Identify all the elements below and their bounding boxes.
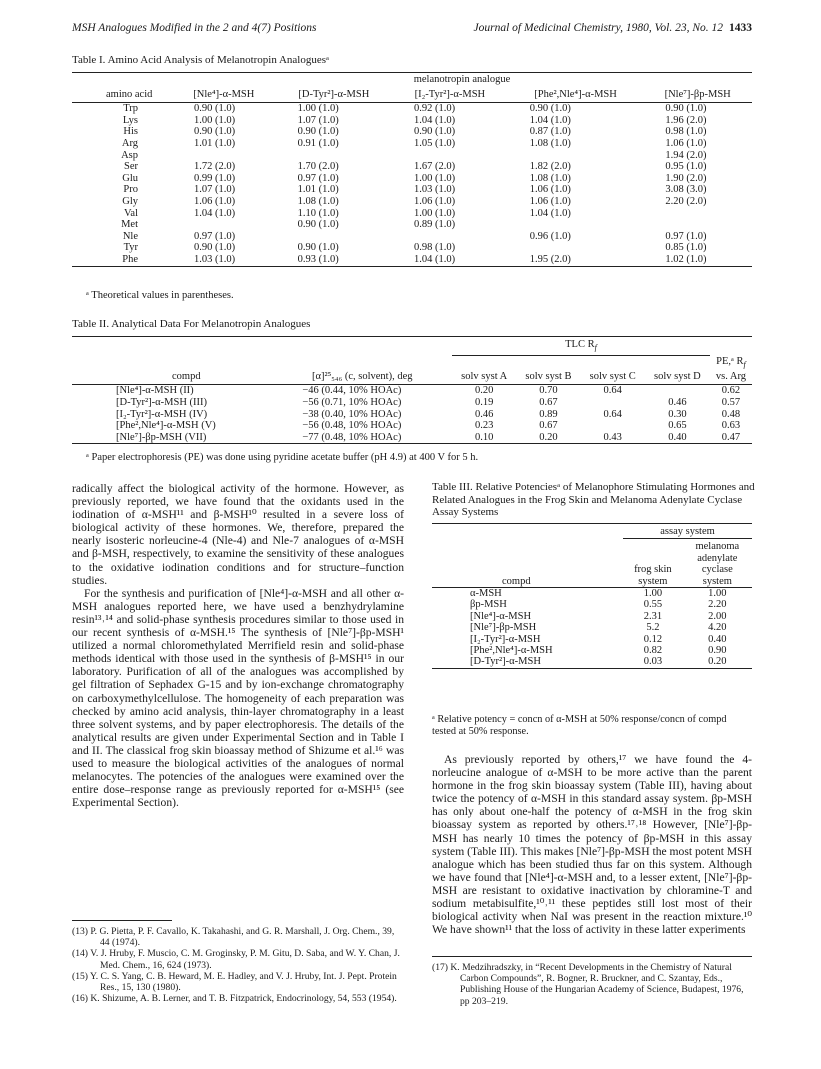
table1-row: [72, 254, 752, 266]
amino-acid-value: 1.04 (1.0): [194, 207, 236, 219]
rf-value: 0.70: [539, 385, 558, 397]
table1-row: [72, 115, 752, 127]
amino-acid-value: [392, 231, 508, 243]
table2-tlc-sub: f: [594, 343, 597, 353]
rf-value: 0.67: [539, 397, 558, 409]
reference-item: (14) V. J. Hruby, F. Muscio, C. M. Groginsky, P. M. Gitu, D. Saba, and W. Y. Chan, J. Med. Chem., 16, 624 (1973).: [72, 948, 400, 971]
table1-row: [72, 173, 752, 185]
amino-acid-value: 1.08 (1.0): [297, 195, 339, 207]
amino-acid-value: 1.04 (1.0): [529, 207, 571, 219]
table1-footnote: ᵃ Theoretical values in parentheses.: [86, 290, 234, 301]
amino-acid-value: 0.90 (1.0): [297, 242, 339, 254]
table2-row: [72, 420, 752, 432]
compound-name: [Nle⁷]-βp-MSH: [470, 622, 537, 634]
solv-a-label: solv syst A: [461, 370, 508, 382]
reference-item: (16) K. Shizume, A. B. Lerner, and T. B. Fitzpatrick, Endocrinology, 54, 553 (1954).: [72, 993, 397, 1005]
reference-item: (13) P. G. Pietta, P. F. Cavallo, K. Takahashi, and G. R. Marshall, J. Org. Chem., 39, 44 (1974).: [72, 926, 395, 949]
potency-value: 2.00: [708, 610, 727, 622]
potency-value: 0.90: [708, 645, 727, 657]
amino-acid-value: 1.01 (1.0): [194, 137, 236, 149]
rf-value: [645, 385, 710, 397]
amino-acid-value: 1.00 (1.0): [414, 207, 456, 219]
mel-line1: melanoma: [695, 541, 740, 553]
solv-d-label: solv syst D: [654, 370, 701, 382]
amino-acid-value: 1.67 (2.0): [414, 161, 456, 173]
rf-value: 0.64: [603, 408, 622, 420]
table3-row: [432, 622, 752, 633]
table2-row: [72, 409, 752, 421]
table1-group-header: melanotropin analogue: [413, 74, 511, 85]
amino-acid-name: Trp: [123, 103, 138, 115]
table1-row: [72, 219, 752, 231]
page-number: 1433: [729, 22, 752, 34]
amino-acid-value: 0.97 (1.0): [194, 230, 236, 242]
table1-row: [72, 126, 752, 138]
refs-divider-right: [432, 956, 752, 957]
amino-acid-value: 1.00 (1.0): [414, 172, 456, 184]
table3-body: [432, 588, 752, 669]
compound-name: [Phe²,Nle⁴]-α-MSH (V): [116, 420, 216, 432]
amino-acid-value: 1.02 (1.0): [665, 253, 707, 265]
table3-row: [432, 645, 752, 656]
amino-acid-name: Met: [121, 219, 138, 231]
amino-acid-value: [508, 219, 644, 231]
amino-acid-value: [172, 150, 276, 162]
amino-acid-value: 0.98 (1.0): [665, 126, 707, 138]
rotation-value: −56 (0.48, 10% HOAc): [302, 420, 402, 432]
amino-acid-value: [643, 208, 752, 220]
rf-value: 0.43: [603, 431, 622, 443]
potency-value: 5.2: [646, 622, 660, 634]
rf-value: 0.40: [668, 431, 687, 443]
reference-item: (15) Y. C. S. Yang, C. B. Heward, M. E. Hadley, and V. J. Hruby, Int. J. Pept. Protein Res., 15, 130 (1980).: [72, 970, 397, 994]
solv-b-label: solv syst B: [525, 370, 572, 382]
paragraph-1: radically affect the biological activity of the hormone. However, as previously reported, we have found that the oxidants used in the iodination of α-MSH¹¹ and β-MSH¹⁰ resulted in a severe loss of biological activity of these hormones. We, therefore, prepared the nearly isosteric norleucine-4 (Nle-4) and Nle-7 analogues of α-MSH and β-MSH, respectively, to examine the sensitivity of these analogues to the oxidative iodination conditions and for structure–function studies.: [72, 482, 404, 587]
compound-name: [Nle⁷]-βp-MSH (VII): [116, 431, 207, 443]
amino-acid-value: 3.08 (3.0): [665, 184, 707, 196]
rf-value: 0.89: [539, 408, 558, 420]
amino-acid-value: [276, 150, 392, 162]
amino-acid-value: 1.94 (2.0): [665, 149, 707, 161]
mel-line3: cyclase: [701, 564, 733, 576]
table3-row: [432, 611, 752, 622]
rf-value: 0.10: [475, 431, 494, 443]
table2: [72, 336, 752, 444]
pe-label: PE,ᵃ R: [716, 356, 744, 368]
amino-acid-name: Lys: [122, 114, 138, 126]
amino-acid-value: [643, 219, 752, 231]
references-right: [432, 962, 752, 1007]
table3-footnote: ᵃ Relative potency = concn of α-MSH at 50% response/concn of compd tested at 50% response.: [432, 714, 727, 737]
mel-line4: system: [702, 575, 732, 587]
table2-corner-b: [272, 337, 452, 356]
right-column-text: [432, 753, 752, 936]
amino-acid-value: 1.07 (1.0): [194, 184, 236, 196]
amino-acid-value: 0.90 (1.0): [414, 126, 456, 138]
refs-divider-left: [72, 920, 172, 921]
left-column-text: [72, 482, 404, 809]
compound-name: [I₂-Tyr²]-α-MSH: [470, 633, 541, 645]
table2-col-solv-d: [645, 355, 710, 385]
amino-acid-value: 1.70 (2.0): [297, 161, 339, 173]
table3-group-header: assay system: [623, 524, 752, 539]
table1: [72, 72, 752, 267]
amino-acid-value: 0.90 (1.0): [529, 103, 571, 115]
table1-corner: [72, 73, 172, 88]
amino-acid-value: 0.90 (1.0): [194, 242, 236, 254]
rf-value: 0.67: [539, 420, 558, 432]
amino-acid-value: 0.90 (1.0): [297, 219, 339, 231]
compound-name: [Nle⁴]-α-MSH: [470, 610, 532, 622]
amino-acid-value: 1.10 (1.0): [297, 207, 339, 219]
table3-col-frog: [623, 539, 683, 588]
amino-acid-value: [508, 150, 644, 162]
amino-acid-name: Asp: [121, 149, 138, 161]
rf-value: 0.20: [475, 385, 494, 397]
amino-acid-value: 2.20 (2.0): [665, 195, 707, 207]
table1-row: [72, 231, 752, 243]
frog-line2: system: [638, 575, 668, 587]
amino-acid-value: 0.85 (1.0): [665, 242, 707, 254]
potency-value: 1.00: [643, 588, 663, 600]
table1-col-analogue: [Phe²,Nle⁴]-α-MSH: [534, 88, 617, 100]
table1-header-row: [72, 88, 752, 103]
potency-value: 0.12: [643, 633, 663, 645]
compound-name: [I₂-Tyr²]-α-MSH (IV): [116, 408, 208, 420]
amino-acid-value: 1.00 (1.0): [297, 103, 339, 115]
compound-name: [D-Tyr²]-α-MSH: [470, 656, 541, 668]
amino-acid-name: Phe: [122, 253, 138, 265]
rf-value: 0.30: [668, 408, 687, 420]
table2-row: [72, 397, 752, 409]
rf-value: 0.65: [668, 420, 687, 432]
amino-acid-value: 1.06 (1.0): [414, 195, 456, 207]
reference-item: (17) K. Medzihradszky, in “Recent Developments in the Chemistry of Natural Carbon Compounds”, R. Bogner, R. Bruckner, and C. Szantay, Eds., Publishing House of the Hungarian Academy of Science, Budapest, 1976, pp 203–219.: [432, 962, 744, 1007]
rotation-value: −56 (0.71, 10% HOAc): [302, 397, 402, 409]
rf-value: 0.46: [668, 397, 687, 409]
amino-acid-value: 1.72 (2.0): [194, 161, 236, 173]
amino-acid-value: 0.90 (1.0): [297, 126, 339, 138]
paragraph-2: For the synthesis and purification of [Nle⁴]-α-MSH and all other α-MSH analogues reported here, we have used a benzhydrylamine resin¹³˒¹⁴ and solid-phase synthesis procedures similar to those used in our recent synthesis of α-MSH.¹⁵ The synthesis of [Nle⁷]-βp-MSH¹ utilized a normal chloromethylated Merrifield resin and solid-phase methods identical with those used in the synthesis of β-MSH¹⁵ in our laboratory. Purification of all of the analogues was accomplished by gel filtration of Sephadex G-15 and by ion-exchange chromatography on carboxymethylcellulose. The homogeneity of each preparation was checked by amino acid analysis, thin-layer chromatography in a least three solvent systems, and by paper electrophoresis. The details of the analytical results are given under Experimental Section and in Table I and II. The classical frog skin bioassay method of Shizume et al.¹⁶ was used to measure the biological activities of the analogues of normal melanocytes. The potencies of the analogues were examined over the entire dose–response range as previously reported for α-MSH¹⁵ (see Experimental Section).: [72, 586, 404, 810]
rf-value: 0.20: [539, 431, 558, 443]
amino-acid-name: His: [123, 126, 138, 138]
table3-col-compd: compd: [502, 575, 531, 587]
pe-sub: f: [743, 360, 746, 370]
table1-row: [72, 208, 752, 220]
table2-row: [72, 432, 752, 444]
amino-acid-value: 0.90 (1.0): [194, 126, 236, 138]
potency-value: 0.55: [643, 599, 663, 611]
amino-acid-name: Pro: [123, 184, 138, 196]
header-journal: Journal of Medicinal Chemistry, 1980, Vol. 23, No. 12: [473, 22, 723, 34]
rotation-value: −46 (0.44, 10% HOAc): [302, 385, 402, 397]
rf-value: 0.23: [475, 420, 494, 432]
table3-row: [432, 634, 752, 645]
table2-col-solv-c: [581, 355, 645, 385]
amino-acid-value: 1.08 (1.0): [529, 172, 571, 184]
rf-value: 0.62: [721, 385, 741, 397]
amino-acid-value: 1.03 (1.0): [194, 253, 236, 265]
rotation-value: −77 (0.48, 10% HOAc): [302, 431, 402, 443]
compound-name: [Nle⁴]-α-MSH (II): [116, 385, 194, 397]
rf-value: 0.57: [721, 397, 741, 409]
rf-value: 0.48: [721, 408, 741, 420]
table2-col-solv-a: [452, 355, 516, 385]
amino-acid-value: 1.82 (2.0): [529, 161, 571, 173]
amino-acid-value: 1.06 (1.0): [194, 195, 236, 207]
amino-acid-value: 0.98 (1.0): [414, 242, 456, 254]
amino-acid-value: 1.01 (1.0): [297, 184, 339, 196]
amino-acid-value: 0.89 (1.0): [414, 219, 456, 231]
mel-line2: adenylate: [697, 552, 738, 564]
amino-acid-value: [508, 242, 644, 254]
compound-name: [D-Tyr²]-α-MSH (III): [116, 397, 208, 409]
potency-value: 0.40: [708, 633, 727, 645]
table2-col-rotation: [α]²⁵₅₄₆ (c, solvent), deg: [311, 370, 413, 382]
amino-acid-value: 1.96 (2.0): [665, 114, 707, 126]
table1-row: [72, 184, 752, 196]
frog-line1: frog skin: [634, 564, 672, 576]
amino-acid-value: 0.99 (1.0): [194, 172, 236, 184]
amino-acid-name: Tyr: [123, 242, 138, 254]
table3-row: [432, 599, 752, 610]
amino-acid-value: 1.06 (1.0): [529, 195, 571, 207]
amino-acid-value: 1.90 (2.0): [665, 172, 707, 184]
amino-acid-value: 0.91 (1.0): [297, 137, 339, 149]
amino-acid-value: 0.95 (1.0): [665, 161, 707, 173]
header-journal-info: [474, 22, 752, 34]
table1-body: [72, 103, 752, 266]
table1-col-analogue: [Nle⁷]-βp-MSH: [664, 88, 731, 100]
table1-col-amino-acid: amino acid: [106, 88, 153, 100]
amino-acid-name: Glu: [122, 172, 138, 184]
rf-value: 0.63: [721, 420, 741, 432]
table2-caption: Table II. Analytical Data For Melanotropin Analogues: [72, 318, 311, 330]
amino-acid-value: 1.06 (1.0): [665, 137, 707, 149]
amino-acid-value: 0.97 (1.0): [297, 172, 339, 184]
table3-corner: [432, 524, 623, 539]
table1-row: [72, 196, 752, 208]
amino-acid-value: 1.08 (1.0): [529, 137, 571, 149]
table2-group-header: [452, 337, 710, 356]
table1-row: [72, 103, 752, 115]
amino-acid-value: 0.93 (1.0): [297, 253, 339, 265]
amino-acid-value: 1.00 (1.0): [194, 114, 236, 126]
amino-acid-value: [172, 219, 276, 231]
amino-acid-value: 0.90 (1.0): [665, 103, 707, 115]
amino-acid-value: 1.95 (2.0): [529, 253, 571, 265]
amino-acid-value: 1.04 (1.0): [414, 253, 456, 265]
potency-value: 0.82: [643, 645, 663, 657]
rf-value: [581, 420, 645, 432]
table1-caption: Table I. Amino Acid Analysis of Melanotropin Analoguesᵃ: [72, 54, 330, 66]
table1-row: [72, 138, 752, 150]
table2-tlc-label: TLC R: [565, 339, 595, 350]
amino-acid-value: 0.97 (1.0): [665, 230, 707, 242]
paragraph-3: As previously reported by others,¹⁷ we have found the 4-norleucine analogue of α-MSH to be more active than the parent hormone in the frog skin bioassay system (Table III), having about twice the potency of α-MSH in this standard assay system. βp-MSH has only about one-half the potency of α-MSH in the frog skin bioassay system as reported by others.¹⁷˒¹⁸ However, [Nle⁷]-βp-MSH has nearly 10 times the potency of βp-MSH in this assay system (Table III). This makes [Nle⁷]-βp-MSH the most potent MSH analogue which has been studied thus far on this system. Although we have found that [Nle⁴]-α-MSH and, to a lesser extent, [Nle⁷]-βp-MSH are resistant to oxidative inactivation by chloramine-T and sodium metabisulfite,¹⁰˒¹¹ these peptides still lost most of their biological activity when NaI was present in the reaction mixture.¹⁰ We have shown¹¹ that the loss of activity in these latter experiments: [432, 753, 752, 937]
header-title: MSH Analogues Modified in the 2 and 4(7) Positions: [72, 22, 317, 34]
rf-value: 0.19: [475, 397, 494, 409]
amino-acid-name: Nle: [122, 230, 138, 242]
table2-col-solv-b: [516, 355, 580, 385]
amino-acid-value: 1.06 (1.0): [529, 184, 571, 196]
references-left: [72, 926, 404, 1004]
running-header: [72, 22, 752, 38]
amino-acid-name: Ser: [124, 161, 138, 173]
pe-vs-label: vs. Arg: [715, 370, 747, 382]
amino-acid-value: 1.03 (1.0): [414, 184, 456, 196]
compound-name: [Phe²,Nle⁴]-α-MSH: [470, 645, 553, 657]
table3-row: [432, 656, 752, 668]
amino-acid-value: 0.96 (1.0): [529, 230, 571, 242]
amino-acid-name: Gly: [122, 195, 138, 207]
table2-row: [72, 385, 752, 397]
amino-acid-value: 1.04 (1.0): [414, 114, 456, 126]
rf-value: [581, 397, 645, 409]
potency-value: 1.00: [708, 588, 727, 600]
table2-col-compd: compd: [172, 370, 201, 382]
amino-acid-value: 1.04 (1.0): [529, 114, 571, 126]
potency-value: 2.20: [708, 599, 727, 611]
rotation-value: −38 (0.40, 10% HOAc): [302, 408, 402, 420]
solv-c-label: solv syst C: [589, 370, 636, 382]
amino-acid-name: Arg: [121, 137, 138, 149]
table1-col-analogue: [D-Tyr²]-α-MSH: [298, 88, 370, 100]
compound-name: βp-MSH: [470, 599, 507, 611]
table2-footnote: ᵃ Paper electrophoresis (PE) was done using pyridine acetate buffer (pH 4.9) at 400 V for 5 h.: [86, 452, 479, 463]
table3-col-melanoma: [683, 539, 752, 588]
potency-value: 2.31: [643, 610, 663, 622]
amino-acid-value: 0.87 (1.0): [529, 126, 571, 138]
rf-value: 0.64: [603, 385, 622, 397]
amino-acid-value: 0.92 (1.0): [414, 103, 456, 115]
table2-corner-a: [72, 337, 272, 356]
rf-value: 0.47: [721, 431, 741, 443]
table2-col-pe: [710, 355, 752, 385]
table2-corner-c: [710, 337, 752, 356]
amino-acid-value: [276, 231, 392, 243]
table1-col-analogue: [I₂-Tyr²]-α-MSH: [414, 88, 486, 100]
table3: [432, 523, 752, 669]
rf-value: 0.46: [475, 408, 494, 420]
amino-acid-value: 0.90 (1.0): [194, 103, 236, 115]
table2-body: [72, 385, 752, 444]
table1-col-analogue: [Nle⁴]-α-MSH: [193, 88, 255, 100]
compound-name: α-MSH: [470, 588, 502, 600]
table1-row: [72, 161, 752, 173]
table1-row: [72, 242, 752, 254]
potency-value: 0.03: [643, 656, 663, 668]
amino-acid-value: 1.05 (1.0): [414, 137, 456, 149]
table1-row: [72, 150, 752, 162]
table3-row: [432, 588, 752, 600]
potency-value: 4.20: [708, 622, 727, 634]
amino-acid-value: [392, 150, 508, 162]
potency-value: 0.20: [708, 656, 727, 668]
table3-caption: Table III. Relative Potenciesᵃ of Melanophore Stimulating Hormones and Related Analogues in the Frog Skin and Melanoma Adenylate Cyclase Assay Systems: [432, 481, 755, 519]
amino-acid-name: Val: [124, 207, 138, 219]
amino-acid-value: 1.07 (1.0): [297, 114, 339, 126]
